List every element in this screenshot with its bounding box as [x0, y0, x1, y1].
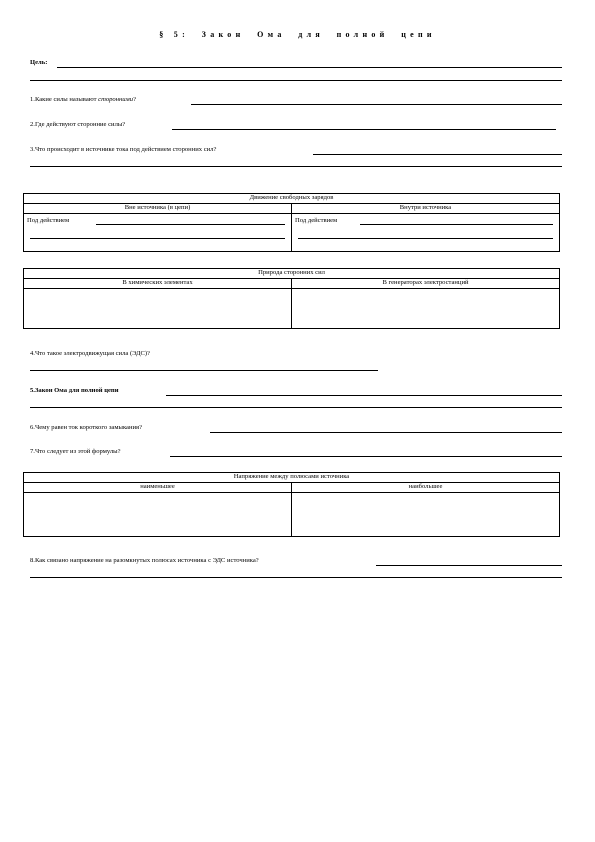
table-3-title: Напряжение между полюсами источника [24, 473, 560, 483]
table-1-cell-inside-line-2[interactable] [298, 238, 553, 239]
table-1-cell-inside-label: Под действием [295, 217, 338, 224]
table-2-col-generators: В генераторах электростанций [292, 279, 560, 289]
table-3-col-min: наименьшее [24, 483, 292, 493]
question-2-answer-line[interactable] [172, 129, 556, 130]
question-6: 6.Чему равен ток короткого замыкания? [30, 424, 143, 431]
table-terminal-voltage [23, 472, 560, 537]
table-3-col-max: наибольшее [292, 483, 560, 493]
question-5-answer-line-1[interactable] [166, 395, 562, 396]
table-free-charge-motion [23, 193, 560, 252]
table-1-title: Движение свободных зарядов [24, 194, 560, 204]
question-1 [30, 96, 136, 104]
goal-label: Цель: [30, 59, 48, 66]
page-title: § 5: Закон Ома для полной цепи [159, 30, 436, 39]
question-4: 4.Что такое электродвижущая сила (ЭДС)? [30, 350, 150, 357]
table-1-col-outside: Вне источника (в цепи) [24, 204, 292, 214]
question-1-answer-line[interactable] [191, 104, 562, 105]
question-8-answer-line-1[interactable] [376, 565, 562, 566]
question-8: 8.Как связано напряжение на разомкнутых полюсах источника с ЭДС источника? [30, 557, 259, 564]
table-3-cell-min[interactable] [24, 493, 292, 537]
question-3-answer-line-1[interactable] [313, 154, 562, 155]
table-1-cell-outside[interactable] [24, 214, 292, 252]
question-2: 2.Где действуют сторонние силы? [30, 121, 126, 128]
table-1-cell-inside[interactable] [292, 214, 560, 252]
table-2-col-chemical: В химических элементах [24, 279, 292, 289]
question-4-answer-line[interactable] [30, 370, 378, 371]
goal-answer-line-2[interactable] [30, 80, 562, 81]
question-1-emphasis: сторонними [98, 96, 134, 103]
table-2-cell-generators[interactable] [292, 289, 560, 329]
question-7-answer-line[interactable] [170, 456, 562, 457]
question-3-answer-line-2[interactable] [30, 166, 562, 167]
table-3-cell-max[interactable] [292, 493, 560, 537]
question-5: 5.Закон Ома для полной цепи [30, 387, 119, 394]
table-2-cell-chemical[interactable] [24, 289, 292, 329]
table-1-cell-outside-label: Под действием [27, 217, 70, 224]
question-6-answer-line[interactable] [210, 432, 562, 433]
question-7: 7.Что следует из этой формулы? [30, 448, 121, 455]
question-5-answer-line-2[interactable] [30, 407, 562, 408]
question-8-answer-line-2[interactable] [30, 577, 562, 578]
table-1-cell-outside-line-1[interactable] [96, 224, 285, 225]
question-3: 3.Что происходит в источнике тока под действием сторонних сил? [30, 146, 217, 153]
table-1-col-inside: Внутри источника [292, 204, 560, 214]
table-1-cell-inside-line-1[interactable] [360, 224, 553, 225]
table-external-forces-nature [23, 268, 560, 329]
question-1-text: 1.Какие силы называют [30, 96, 99, 103]
table-1-cell-outside-line-2[interactable] [30, 238, 285, 239]
table-2-title: Природа сторонних сил [24, 269, 560, 279]
goal-answer-line-1[interactable] [57, 67, 562, 68]
question-1-suffix: ? [133, 96, 137, 103]
